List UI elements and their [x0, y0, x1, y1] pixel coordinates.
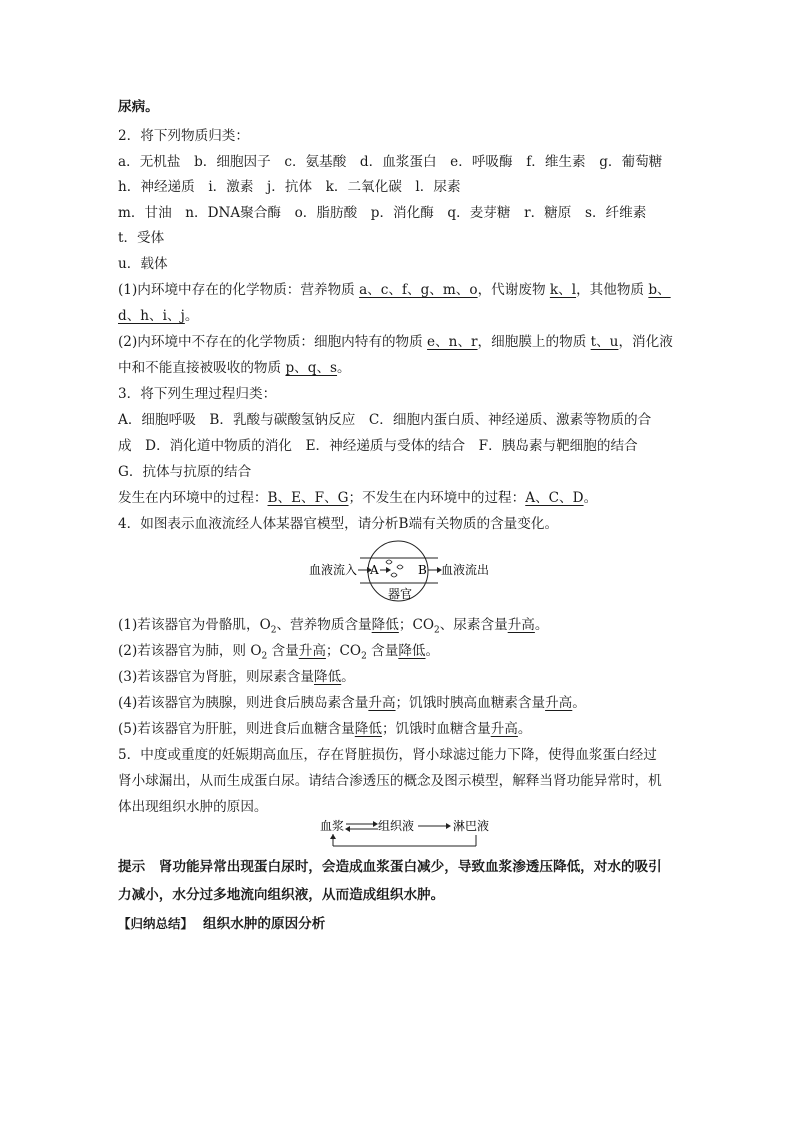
- answer-underline: b、: [648, 282, 671, 298]
- answer-underline: 降低: [354, 721, 382, 737]
- answer-underline: d、h、i、j: [118, 308, 185, 324]
- point-a-label: A: [370, 563, 379, 577]
- q2-items-row1: a．无机盐 b．细胞因子 c．氨基酸 d．血浆蛋白 e．呼吸酶 f．维生素 g．葡萄糖: [118, 154, 663, 170]
- q2-answer-1-line2: d、h、i、j。: [118, 308, 199, 324]
- summary-tag: 【归纳总结】: [118, 916, 194, 931]
- q2-items-row5: u．载体: [118, 256, 168, 272]
- q4-answer-2: (2)若该器官为肺，则 $O_2$ 含量升高；$CO_2$ 含量降低。: [118, 643, 440, 662]
- answer-underline: a、c、f、g、m、o: [359, 282, 478, 298]
- blood-in-label: 血液流入: [309, 563, 358, 577]
- answer-underline: 升高: [490, 721, 518, 737]
- answer-underline: A、C、D: [525, 490, 584, 506]
- q3-items-row1: A．细胞呼吸 B．乳酸与碳酸氢钠反应 C．细胞内蛋白质、神经递质、激素等物质的合: [118, 412, 652, 428]
- q2-items-row3: m．甘油 n．DNA聚合酶 o．脂肪酸 p．消化酶 q．麦芽糖 r．糖原 s．纤维素: [118, 205, 647, 221]
- point-b-label: B: [418, 563, 427, 577]
- summary-title: 组织水肿的原因分析: [203, 916, 326, 932]
- q4-title: 4．如图表示血液流经人体某器官模型，请分析B端有关物质的含量变化。: [118, 516, 559, 532]
- q5-text-line3: 体出现组织水肿的原因。: [118, 799, 268, 815]
- q5-text-line1: 5．中度或重度的妊娠期高血压，存在肾脏损伤，肾小球滤过能力下降，使得血浆蛋白经过: [118, 747, 657, 763]
- q3-items-row3: G．抗体与抗原的结合: [118, 464, 252, 480]
- q4-answer-4: (4)若该器官为胰腺，则进食后胰岛素含量升高；饥饿时胰高血糖素含量升高。: [118, 695, 586, 711]
- q5-text-line2: 肾小球漏出，从而生成蛋白尿。请结合渗透压的概念及图示模型，解释当肾功能异常时，机: [118, 773, 662, 789]
- q2-items-row2: h．神经递质 i．激素 j．抗体 k．二氧化碳 l．尿素: [118, 179, 461, 195]
- hint-line2: 力减小，水分过多地流向组织液，从而造成组织水肿。: [118, 887, 445, 903]
- answer-underline: 降低: [398, 643, 426, 659]
- answer-underline: 升高: [298, 643, 326, 659]
- q3-title: 3．将下列生理过程归类：: [118, 386, 277, 402]
- fluid-exchange-diagram: [318, 816, 518, 854]
- carry-over-text: 尿病。: [118, 99, 159, 115]
- q2-answer-1-line1: (1)内环境中存在的化学物质：营养物质 a、c、f、g、m、o，代谢废物 k、l，其他物质 b、: [118, 282, 671, 298]
- answer-underline: p、q、s: [285, 360, 338, 376]
- answer-underline: k、l: [549, 282, 577, 298]
- q2-title: 2．将下列物质归类：: [118, 128, 249, 144]
- q2-answer-2-line1: (2)内环境中不存在的化学物质：细胞内特有的物质 e、n、r，细胞膜上的物质 t、u，消化液: [118, 334, 673, 350]
- q4-answer-1: (1)若该器官为骨骼肌，$O_2$、营养物质含量降低；$CO_2$、尿素含量升高。: [118, 617, 549, 636]
- answer-underline: 升高: [368, 695, 396, 711]
- organ-blood-flow-diagram: [300, 538, 510, 604]
- answer-underline: 降低: [371, 617, 399, 633]
- q4-answer-3: (3)若该器官为肾脏，则尿素含量降低。: [118, 669, 355, 685]
- q4-answer-5: (5)若该器官为肝脏，则进食后血糖含量降低；饥饿时血糖含量升高。: [118, 721, 532, 737]
- blood-out-label: 血液流出: [441, 563, 490, 577]
- answer-underline: 降低: [313, 669, 342, 685]
- q3-items-row2: 成 D．消化道中物质的消化 E．神经递质与受体的结合 F．胰岛素与靶细胞的结合: [118, 438, 638, 454]
- answer-underline: e、n、r: [427, 334, 478, 350]
- tissue-fluid-label: 组织液: [378, 819, 415, 833]
- lymph-label: 淋巴液: [453, 819, 490, 833]
- q3-answer: 发生在内环境中的过程：B、E、F、G；不发生在内环境中的过程：A、C、D。: [118, 490, 598, 506]
- answer-underline: 升高: [545, 695, 573, 711]
- hint-line1: 提示 肾功能异常出现蛋白尿时，会造成血浆蛋白减少，导致血浆渗透压降低，对水的吸引: [118, 859, 662, 875]
- organ-label: 器官: [388, 587, 413, 601]
- q2-answer-2-line2: 中和不能直接被吸收的物质 p、q、s。: [118, 360, 351, 376]
- answer-underline: 升高: [507, 617, 535, 633]
- answer-underline: t、u: [590, 334, 619, 350]
- answer-underline: B、E、F、G: [267, 490, 349, 506]
- plasma-label: 血浆: [320, 819, 345, 833]
- q2-items-row4: t．受体: [118, 230, 165, 246]
- summary-heading: [118, 915, 325, 933]
